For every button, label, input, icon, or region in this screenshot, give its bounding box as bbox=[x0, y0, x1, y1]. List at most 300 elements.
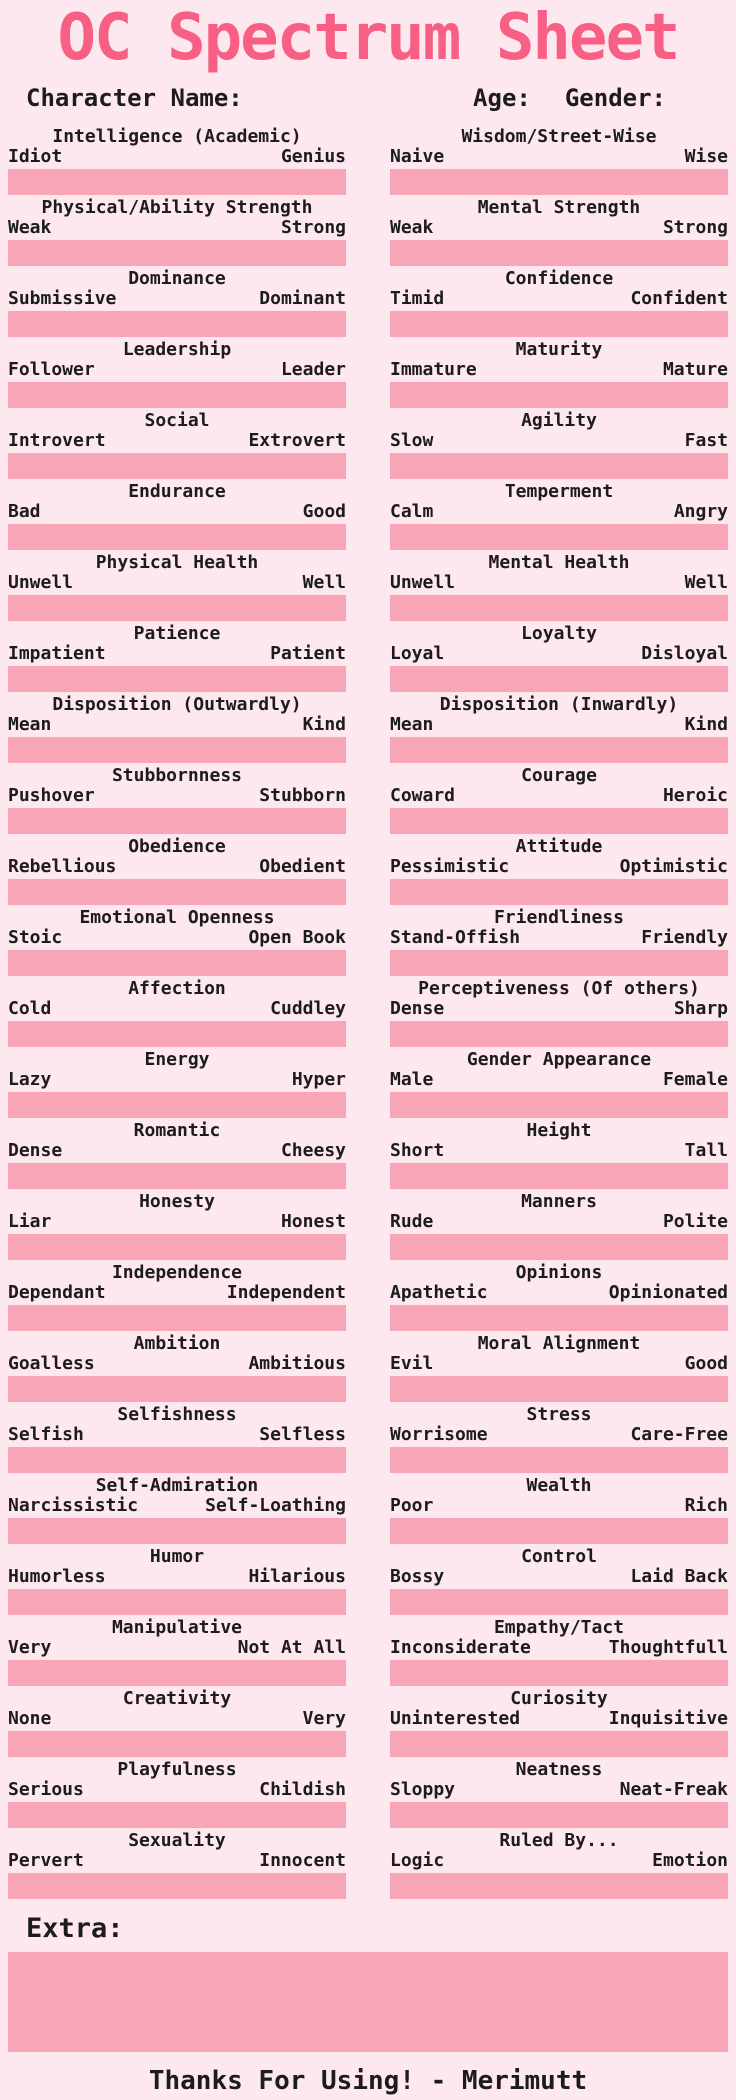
trait-spectrum-bar[interactable] bbox=[390, 1234, 728, 1260]
trait-spectrum-bar[interactable] bbox=[8, 1163, 346, 1189]
trait-labels bbox=[8, 573, 346, 593]
trait-left-label: Mean bbox=[8, 714, 52, 735]
trait-block bbox=[390, 1120, 728, 1191]
trait-spectrum-bar[interactable] bbox=[390, 1873, 728, 1899]
trait-left-label: Logic bbox=[390, 1850, 445, 1871]
trait-right-label: Rich bbox=[684, 1495, 728, 1516]
trait-labels bbox=[390, 715, 728, 735]
trait-left-label: Male bbox=[390, 1069, 434, 1090]
trait-left-label: Immature bbox=[390, 359, 477, 380]
trait-title: Obedience bbox=[128, 836, 226, 857]
trait-block bbox=[8, 197, 346, 268]
trait-spectrum-bar[interactable] bbox=[8, 311, 346, 337]
trait-title: Agility bbox=[521, 410, 597, 431]
trait-labels bbox=[390, 928, 728, 948]
trait-right-label: Cuddley bbox=[270, 998, 346, 1019]
trait-labels bbox=[390, 1354, 728, 1374]
trait-spectrum-bar[interactable] bbox=[390, 240, 728, 266]
trait-block bbox=[390, 1617, 728, 1688]
trait-right-label: Extrovert bbox=[248, 430, 346, 451]
trait-title: Gender Appearance bbox=[466, 1049, 652, 1070]
trait-block bbox=[390, 978, 728, 1049]
trait-right-label: Hilarious bbox=[248, 1566, 346, 1587]
trait-right-label: Kind bbox=[302, 714, 346, 735]
trait-left-label: Rude bbox=[390, 1211, 434, 1232]
trait-title: Social bbox=[144, 410, 210, 431]
trait-left-label: Lazy bbox=[8, 1069, 52, 1090]
trait-spectrum-bar[interactable] bbox=[8, 1021, 346, 1047]
trait-spectrum-bar[interactable] bbox=[390, 737, 728, 763]
trait-left-label: Pessimistic bbox=[390, 856, 510, 877]
trait-left-label: Idiot bbox=[8, 146, 63, 167]
trait-block bbox=[8, 339, 346, 410]
trait-labels bbox=[390, 218, 728, 238]
trait-title: Creativity bbox=[122, 1688, 232, 1709]
trait-left-label: Pervert bbox=[8, 1850, 84, 1871]
trait-block bbox=[390, 1759, 728, 1830]
trait-spectrum-bar[interactable] bbox=[8, 1589, 346, 1615]
trait-title: Disposition (Outwardly) bbox=[52, 694, 302, 715]
trait-right-label: Childish bbox=[259, 1779, 346, 1800]
trait-title: Perceptiveness (Of others) bbox=[418, 978, 700, 999]
trait-block bbox=[390, 1475, 728, 1546]
trait-title: Moral Alignment bbox=[477, 1333, 641, 1354]
trait-left-label: None bbox=[8, 1708, 52, 1729]
trait-labels bbox=[390, 502, 728, 522]
trait-left-label: Uninterested bbox=[390, 1708, 521, 1729]
trait-labels bbox=[390, 999, 728, 1019]
trait-spectrum-bar[interactable] bbox=[390, 808, 728, 834]
trait-right-label: Dominant bbox=[259, 288, 346, 309]
trait-block bbox=[390, 907, 728, 978]
trait-right-label: Stubborn bbox=[259, 785, 346, 806]
trait-labels bbox=[8, 715, 346, 735]
trait-left-label: Submissive bbox=[8, 288, 117, 309]
trait-spectrum-bar[interactable] bbox=[8, 1660, 346, 1686]
trait-title: Patience bbox=[133, 623, 221, 644]
trait-spectrum-bar[interactable] bbox=[390, 595, 728, 621]
trait-left-label: Selfish bbox=[8, 1424, 84, 1445]
trait-labels bbox=[8, 928, 346, 948]
trait-right-label: Polite bbox=[662, 1211, 728, 1232]
trait-labels bbox=[8, 1638, 346, 1658]
trait-left-label: Cold bbox=[8, 998, 52, 1019]
trait-left-label: Calm bbox=[390, 501, 434, 522]
trait-block bbox=[390, 552, 728, 623]
gender-label: Gender: bbox=[564, 84, 666, 112]
trait-block bbox=[390, 197, 728, 268]
trait-right-label: Genius bbox=[280, 146, 346, 167]
trait-block bbox=[390, 1688, 728, 1759]
trait-block bbox=[8, 552, 346, 623]
trait-right-label: Angry bbox=[673, 501, 728, 522]
trait-title: Energy bbox=[144, 1049, 210, 1070]
trait-title: Manipulative bbox=[111, 1617, 243, 1638]
trait-spectrum-bar[interactable] bbox=[8, 1234, 346, 1260]
trait-left-label: Coward bbox=[390, 785, 456, 806]
trait-labels bbox=[8, 786, 346, 806]
trait-left-label: Poor bbox=[390, 1495, 434, 1516]
trait-right-label: Fast bbox=[684, 430, 728, 451]
trait-block bbox=[8, 268, 346, 339]
trait-title: Height bbox=[526, 1120, 592, 1141]
trait-labels bbox=[390, 147, 728, 167]
trait-right-label: Self-Loathing bbox=[205, 1495, 346, 1516]
trait-right-label: Mature bbox=[662, 359, 728, 380]
trait-labels bbox=[8, 1354, 346, 1374]
trait-left-label: Weak bbox=[390, 217, 434, 238]
trait-left-label: Dense bbox=[390, 998, 445, 1019]
trait-right-label: Thoughtfull bbox=[608, 1637, 728, 1658]
trait-spectrum-bar[interactable] bbox=[390, 1376, 728, 1402]
trait-title: Disposition (Inwardly) bbox=[439, 694, 679, 715]
trait-left-label: Stand-Offish bbox=[390, 927, 521, 948]
trait-labels bbox=[390, 289, 728, 309]
trait-block bbox=[8, 694, 346, 765]
trait-title: Temperment bbox=[504, 481, 614, 502]
trait-labels bbox=[8, 1567, 346, 1587]
trait-labels bbox=[390, 1496, 728, 1516]
trait-spectrum-bar[interactable] bbox=[390, 950, 728, 976]
trait-spectrum-bar[interactable] bbox=[390, 382, 728, 408]
trait-block bbox=[8, 410, 346, 481]
trait-title: Independence bbox=[111, 1262, 243, 1283]
trait-spectrum-bar[interactable] bbox=[390, 1092, 728, 1118]
trait-spectrum-bar[interactable] bbox=[390, 1021, 728, 1047]
trait-title: Leadership bbox=[122, 339, 232, 360]
trait-right-label: Selfless bbox=[259, 1424, 346, 1445]
trait-right-label: Obedient bbox=[259, 856, 346, 877]
trait-title: Courage bbox=[521, 765, 597, 786]
trait-block bbox=[390, 694, 728, 765]
trait-block bbox=[390, 1333, 728, 1404]
trait-block bbox=[390, 1049, 728, 1120]
trait-left-label: Dependant bbox=[8, 1282, 106, 1303]
trait-left-label: Dense bbox=[8, 1140, 63, 1161]
trait-title: Humor bbox=[149, 1546, 205, 1567]
trait-title: Ruled By... bbox=[499, 1830, 619, 1851]
trait-labels bbox=[8, 1425, 346, 1445]
trait-right-label: Good bbox=[302, 501, 346, 522]
trait-title: Dominance bbox=[128, 268, 226, 289]
trait-labels bbox=[390, 1780, 728, 1800]
trait-spectrum-bar[interactable] bbox=[8, 666, 346, 692]
trait-block bbox=[8, 1475, 346, 1546]
trait-title: Stress bbox=[526, 1404, 592, 1425]
trait-title: Endurance bbox=[128, 481, 226, 502]
trait-block bbox=[390, 339, 728, 410]
trait-block bbox=[8, 1546, 346, 1617]
trait-right-label: Kind bbox=[684, 714, 728, 735]
trait-block bbox=[390, 1830, 728, 1901]
trait-right-label: Strong bbox=[662, 217, 728, 238]
trait-labels bbox=[390, 786, 728, 806]
trait-labels bbox=[8, 502, 346, 522]
trait-spectrum-bar[interactable] bbox=[390, 666, 728, 692]
trait-left-label: Introvert bbox=[8, 430, 106, 451]
trait-right-label: Laid Back bbox=[630, 1566, 728, 1587]
trait-left-label: Worrisome bbox=[390, 1424, 488, 1445]
trait-title: Confidence bbox=[504, 268, 614, 289]
trait-block bbox=[390, 1404, 728, 1475]
trait-left-label: Pushover bbox=[8, 785, 95, 806]
trait-left-label: Impatient bbox=[8, 643, 106, 664]
trait-spectrum-bar[interactable] bbox=[390, 169, 728, 195]
trait-left-label: Stoic bbox=[8, 927, 63, 948]
trait-title: Playfulness bbox=[117, 1759, 237, 1780]
trait-labels bbox=[8, 857, 346, 877]
trait-block bbox=[390, 623, 728, 694]
trait-title: Intelligence (Academic) bbox=[52, 126, 302, 147]
trait-spectrum-bar[interactable] bbox=[8, 240, 346, 266]
trait-title: Sexuality bbox=[128, 1830, 226, 1851]
trait-block bbox=[8, 1049, 346, 1120]
trait-right-label: Opinionated bbox=[608, 1282, 728, 1303]
age-label: Age: bbox=[473, 84, 531, 112]
trait-block bbox=[8, 1120, 346, 1191]
trait-block bbox=[390, 765, 728, 836]
trait-spectrum-bar[interactable] bbox=[390, 1163, 728, 1189]
trait-labels bbox=[8, 1709, 346, 1729]
trait-spectrum-bar[interactable] bbox=[8, 950, 346, 976]
extra-label: Extra: bbox=[26, 1913, 124, 1944]
trait-labels bbox=[390, 573, 728, 593]
trait-block bbox=[8, 481, 346, 552]
trait-left-label: Serious bbox=[8, 1779, 84, 1800]
trait-labels bbox=[8, 999, 346, 1019]
trait-labels bbox=[8, 1070, 346, 1090]
trait-left-label: Follower bbox=[8, 359, 95, 380]
trait-spectrum-bar[interactable] bbox=[390, 879, 728, 905]
trait-right-label: Ambitious bbox=[248, 1353, 346, 1374]
trait-left-label: Slow bbox=[390, 430, 434, 451]
trait-labels bbox=[8, 1780, 346, 1800]
trait-right-label: Honest bbox=[280, 1211, 346, 1232]
trait-labels bbox=[390, 1212, 728, 1232]
trait-left-label: Bossy bbox=[390, 1566, 445, 1587]
trait-spectrum-bar[interactable] bbox=[8, 453, 346, 479]
trait-right-label: Independent bbox=[226, 1282, 346, 1303]
trait-block bbox=[390, 1191, 728, 1262]
trait-left-label: Loyal bbox=[390, 643, 445, 664]
trait-left-label: Liar bbox=[8, 1211, 52, 1232]
trait-left-label: Apathetic bbox=[390, 1282, 488, 1303]
trait-labels bbox=[8, 360, 346, 380]
trait-labels bbox=[8, 1283, 346, 1303]
trait-left-label: Rebellious bbox=[8, 856, 117, 877]
trait-title: Affection bbox=[128, 978, 226, 999]
trait-labels bbox=[390, 1638, 728, 1658]
trait-labels bbox=[390, 1283, 728, 1303]
trait-right-label: Inquisitive bbox=[608, 1708, 728, 1729]
trait-right-label: Hyper bbox=[291, 1069, 346, 1090]
page-title: OC Spectrum Sheet bbox=[57, 1, 679, 75]
trait-spectrum-bar[interactable] bbox=[8, 1376, 346, 1402]
trait-right-label: Patient bbox=[270, 643, 346, 664]
trait-block bbox=[390, 481, 728, 552]
trait-left-label: Weak bbox=[8, 217, 52, 238]
trait-spectrum-bar[interactable] bbox=[8, 595, 346, 621]
trait-right-label: Cheesy bbox=[280, 1140, 346, 1161]
trait-right-label: Sharp bbox=[673, 998, 728, 1019]
trait-right-label: Well bbox=[302, 572, 346, 593]
trait-left-label: Humorless bbox=[8, 1566, 106, 1587]
trait-left-label: Timid bbox=[390, 288, 445, 309]
trait-spectrum-bar[interactable] bbox=[8, 524, 346, 550]
trait-block bbox=[390, 1546, 728, 1617]
trait-title: Selfishness bbox=[117, 1404, 237, 1425]
trait-right-label: Leader bbox=[280, 359, 346, 380]
trait-right-label: Open Book bbox=[248, 927, 346, 948]
trait-right-label: Wise bbox=[684, 146, 728, 167]
trait-title: Opinions bbox=[515, 1262, 603, 1283]
trait-labels bbox=[390, 1567, 728, 1587]
trait-left-label: Narcissistic bbox=[8, 1495, 139, 1516]
trait-title: Maturity bbox=[515, 339, 603, 360]
trait-left-label: Naive bbox=[390, 146, 445, 167]
trait-spectrum-bar[interactable] bbox=[8, 1731, 346, 1757]
trait-right-label: Strong bbox=[280, 217, 346, 238]
trait-labels bbox=[390, 644, 728, 664]
trait-title: Curiosity bbox=[510, 1688, 608, 1709]
meta-row bbox=[0, 70, 736, 116]
trait-block bbox=[8, 1759, 346, 1830]
trait-block bbox=[8, 1333, 346, 1404]
trait-labels bbox=[390, 857, 728, 877]
trait-labels bbox=[390, 1851, 728, 1871]
trait-block bbox=[8, 1404, 346, 1475]
trait-spectrum-bar[interactable] bbox=[390, 524, 728, 550]
trait-spectrum-bar[interactable] bbox=[8, 808, 346, 834]
trait-block bbox=[8, 1262, 346, 1333]
trait-labels bbox=[390, 360, 728, 380]
trait-right-label: Confident bbox=[630, 288, 728, 309]
spectrum-grid bbox=[0, 116, 736, 1901]
trait-block bbox=[8, 126, 346, 197]
trait-block bbox=[390, 268, 728, 339]
trait-title: Friendliness bbox=[493, 907, 625, 928]
trait-right-label: Good bbox=[684, 1353, 728, 1374]
trait-left-label: Bad bbox=[8, 501, 41, 522]
trait-labels bbox=[8, 1212, 346, 1232]
trait-spectrum-bar[interactable] bbox=[8, 737, 346, 763]
trait-block bbox=[8, 1830, 346, 1901]
trait-spectrum-bar[interactable] bbox=[8, 1092, 346, 1118]
trait-spectrum-bar[interactable] bbox=[390, 1731, 728, 1757]
trait-labels bbox=[8, 431, 346, 451]
trait-spectrum-bar[interactable] bbox=[8, 1518, 346, 1544]
extra-section bbox=[0, 1913, 736, 2052]
trait-title: Romantic bbox=[133, 1120, 221, 1141]
trait-right-label: Care-Free bbox=[630, 1424, 728, 1445]
footer-credit: Thanks For Using! - Merimutt bbox=[148, 2066, 588, 2096]
trait-title: Loyalty bbox=[521, 623, 597, 644]
trait-spectrum-bar[interactable] bbox=[390, 1518, 728, 1544]
trait-right-label: Innocent bbox=[259, 1850, 346, 1871]
trait-block bbox=[390, 126, 728, 197]
trait-spectrum-bar[interactable] bbox=[8, 1305, 346, 1331]
trait-spectrum-bar[interactable] bbox=[8, 1873, 346, 1899]
trait-title: Mental Strength bbox=[477, 197, 641, 218]
trait-right-label: Friendly bbox=[641, 927, 728, 948]
trait-spectrum-bar[interactable] bbox=[390, 1589, 728, 1615]
trait-right-label: Tall bbox=[684, 1140, 728, 1161]
trait-block bbox=[8, 1688, 346, 1759]
trait-title: Control bbox=[521, 1546, 597, 1567]
right-column bbox=[390, 126, 728, 1901]
trait-block bbox=[8, 765, 346, 836]
trait-spectrum-bar[interactable] bbox=[390, 453, 728, 479]
trait-left-label: Short bbox=[390, 1140, 445, 1161]
trait-title: Ambition bbox=[133, 1333, 221, 1354]
trait-spectrum-bar[interactable] bbox=[390, 1447, 728, 1473]
trait-left-label: Mean bbox=[390, 714, 434, 735]
trait-labels bbox=[8, 289, 346, 309]
trait-left-label: Inconsiderate bbox=[390, 1637, 531, 1658]
trait-title: Physical/Ability Strength bbox=[41, 197, 313, 218]
trait-labels bbox=[390, 1141, 728, 1161]
trait-left-label: Goalless bbox=[8, 1353, 95, 1374]
trait-spectrum-bar[interactable] bbox=[390, 1305, 728, 1331]
trait-title: Stubbornness bbox=[111, 765, 243, 786]
trait-spectrum-bar[interactable] bbox=[8, 1802, 346, 1828]
trait-spectrum-bar[interactable] bbox=[8, 879, 346, 905]
trait-spectrum-bar[interactable] bbox=[390, 311, 728, 337]
trait-block bbox=[8, 978, 346, 1049]
trait-right-label: Heroic bbox=[662, 785, 728, 806]
trait-spectrum-bar[interactable] bbox=[8, 1447, 346, 1473]
trait-labels bbox=[8, 1496, 346, 1516]
trait-block bbox=[8, 1191, 346, 1262]
trait-labels bbox=[390, 1425, 728, 1445]
trait-block bbox=[8, 623, 346, 694]
trait-title: Physical Health bbox=[95, 552, 259, 573]
trait-labels bbox=[390, 1709, 728, 1729]
trait-spectrum-bar[interactable] bbox=[8, 382, 346, 408]
trait-left-label: Sloppy bbox=[390, 1779, 456, 1800]
trait-spectrum-bar[interactable] bbox=[390, 1802, 728, 1828]
trait-left-label: Unwell bbox=[390, 572, 456, 593]
trait-spectrum-bar[interactable] bbox=[8, 169, 346, 195]
trait-block bbox=[8, 907, 346, 978]
trait-title: Neatness bbox=[515, 1759, 603, 1780]
trait-right-label: Disloyal bbox=[641, 643, 728, 664]
trait-left-label: Very bbox=[8, 1637, 52, 1658]
trait-title: Emotional Openness bbox=[79, 907, 275, 928]
trait-right-label: Female bbox=[662, 1069, 728, 1090]
trait-title: Wealth bbox=[526, 1475, 592, 1496]
trait-labels bbox=[390, 431, 728, 451]
trait-right-label: Neat-Freak bbox=[619, 1779, 728, 1800]
trait-block bbox=[390, 1262, 728, 1333]
character-name-label: Character Name: bbox=[26, 84, 243, 112]
trait-title: Attitude bbox=[515, 836, 603, 857]
trait-spectrum-bar[interactable] bbox=[390, 1660, 728, 1686]
extra-box[interactable] bbox=[8, 1952, 728, 2052]
trait-right-label: Well bbox=[684, 572, 728, 593]
trait-title: Mental Health bbox=[488, 552, 630, 573]
trait-labels bbox=[8, 1851, 346, 1871]
trait-left-label: Evil bbox=[390, 1353, 434, 1374]
trait-title: Manners bbox=[521, 1191, 597, 1212]
trait-labels bbox=[8, 147, 346, 167]
trait-block bbox=[8, 1617, 346, 1688]
left-column bbox=[8, 126, 346, 1901]
trait-right-label: Not At All bbox=[237, 1637, 346, 1658]
trait-block bbox=[8, 836, 346, 907]
trait-labels bbox=[390, 1070, 728, 1090]
trait-title: Self-Admiration bbox=[95, 1475, 259, 1496]
